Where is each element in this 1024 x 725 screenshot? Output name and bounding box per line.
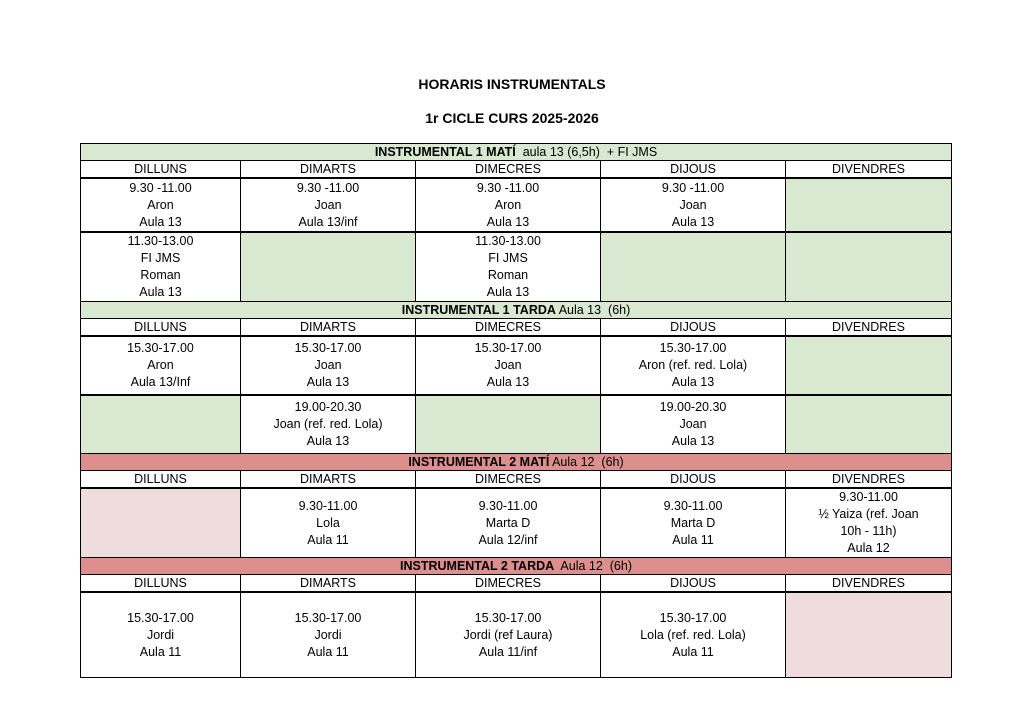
slot-line: 15.30-17.00 (294, 610, 362, 625)
class-slot (416, 488, 601, 558)
empty-slot (81, 395, 241, 454)
class-slot (601, 178, 786, 232)
class-slot (601, 592, 786, 678)
class-slot (241, 488, 416, 558)
slot-line: Aula 12/inf (478, 532, 538, 547)
slot-line: 9.30 -11.00 (661, 180, 725, 195)
slot-line: 9.30 -11.00 (476, 180, 540, 195)
slot-line: Aron (ref. red. Lola) (638, 358, 748, 372)
day-header: DIMARTS (241, 161, 416, 179)
empty-slot (241, 232, 416, 302)
slot-line: Joan (314, 358, 342, 372)
slot-line: Lola (ref. red. Lola) (640, 627, 746, 642)
day-header: DIMARTS (241, 319, 416, 337)
slot-line: Aula 11 (307, 532, 349, 547)
class-slot (81, 336, 241, 395)
slot-line: 11.30-13.00 (475, 234, 541, 248)
section-header-row (81, 454, 952, 471)
class-slot (241, 336, 416, 395)
class-slot (81, 232, 241, 302)
day-header: DIVENDRES (786, 319, 952, 337)
day-header: DIMARTS (241, 471, 416, 489)
slot-line: Jordi (314, 627, 342, 642)
day-header: DIJOUS (601, 471, 786, 489)
empty-slot (786, 592, 952, 678)
table-row (81, 395, 952, 454)
slot-line: Aula 13 (671, 375, 715, 389)
day-header: DILLUNS (81, 319, 241, 337)
slot-line: FI JMS (488, 251, 528, 265)
slot-line: Aula 13/Inf (130, 375, 191, 389)
slot-line: 15.30-17.00 (659, 610, 727, 625)
slot-line: Marta D (485, 515, 531, 530)
class-slot (601, 395, 786, 454)
section-name: INSTRUMENTAL 1 MATÍ (374, 144, 516, 159)
day-header: DIMARTS (241, 575, 416, 593)
class-slot (416, 592, 601, 678)
slot-line: Aula 13 (486, 285, 530, 299)
slot-line: 9.30 -11.00 (129, 180, 192, 195)
day-header: DILLUNS (81, 575, 241, 593)
section-header (81, 454, 952, 471)
slot-line: Aula 13 (306, 434, 350, 448)
class-slot (416, 336, 601, 395)
section-detail: aula 13 (6,5h) + FI JMS (515, 144, 658, 159)
slot-line: 9.30-11.00 (839, 490, 898, 504)
empty-slot (786, 232, 952, 302)
empty-slot (786, 178, 952, 232)
slot-line: 9.30-11.00 (298, 498, 358, 513)
table-row (81, 336, 952, 395)
page-subtitle: 1r CICLE CURS 2025-2026 (425, 110, 599, 126)
day-header: DIVENDRES (786, 161, 952, 179)
slot-line: Aron (147, 358, 174, 372)
table-row (81, 592, 952, 678)
slot-line: 15.30-17.00 (294, 341, 362, 355)
slot-line: Aron (147, 197, 174, 212)
day-header: DIJOUS (601, 161, 786, 179)
slot-line: Aron (494, 197, 522, 212)
section-header-row (81, 144, 952, 161)
schedule-table (80, 143, 952, 678)
day-header: DILLUNS (81, 161, 241, 179)
class-slot (241, 395, 416, 454)
slot-line: Roman (487, 268, 529, 282)
class-slot (241, 592, 416, 678)
section-name: INSTRUMENTAL 2 TARDA (400, 558, 555, 573)
slot-line: 19.00-20.30 (659, 400, 727, 414)
section-header-row (81, 558, 952, 575)
slot-line: Aula 13 (306, 375, 350, 389)
slot-line: 9.30-11.00 (663, 498, 723, 513)
slot-line: Aula 13 (671, 434, 715, 448)
slot-line: 15.30-17.00 (127, 341, 194, 355)
slot-line: Aula 13 (486, 375, 530, 389)
slot-line: Joan (494, 358, 522, 372)
section-detail: Aula 13 (6h) (555, 302, 631, 317)
empty-slot (601, 232, 786, 302)
slot-line: Aula 13 (139, 214, 182, 229)
class-slot (601, 336, 786, 395)
section-name: INSTRUMENTAL 1 TARDA (401, 302, 556, 317)
slot-line: Aula 13 (486, 214, 530, 229)
day-header: DIMECRES (416, 471, 601, 489)
day-header: DIMECRES (416, 161, 601, 179)
slot-line: Aula 11/inf (478, 644, 538, 659)
table-row (81, 178, 952, 232)
slot-line: Joan (ref. red. Lola) (273, 417, 383, 431)
class-slot (416, 178, 601, 232)
day-header: DIVENDRES (786, 471, 952, 489)
section-header (81, 558, 952, 575)
slot-line: Joan (679, 417, 707, 431)
class-slot (786, 488, 952, 558)
slot-line: Joan (314, 197, 342, 212)
slot-line: 11.30-13.00 (127, 234, 194, 248)
slot-line: FI JMS (140, 251, 181, 265)
section-name: INSTRUMENTAL 2 MATÍ (408, 454, 550, 469)
section-detail: Aula 12 (6h) (554, 558, 632, 573)
slot-line: Aula 13 (671, 214, 715, 229)
slot-line: 15.30-17.00 (659, 341, 727, 355)
class-slot (241, 178, 416, 232)
slot-line: 9.30-11.00 (478, 498, 538, 513)
slot-line: 15.30-17.00 (474, 341, 542, 355)
day-header: DIJOUS (601, 319, 786, 337)
day-header: DIMECRES (416, 575, 601, 593)
day-header: DILLUNS (81, 471, 241, 489)
slot-line: Aula 12 (847, 541, 890, 555)
slot-line: 10h - 11h) (840, 524, 897, 538)
section-detail: Aula 12 (6h) (549, 454, 624, 469)
slot-line: Aula 11 (139, 644, 182, 659)
slot-line: Joan (679, 197, 707, 212)
section-header (81, 144, 952, 161)
slot-line: Aula 13/inf (298, 214, 358, 229)
slot-line: 9.30 -11.00 (296, 180, 360, 195)
class-slot (416, 232, 601, 302)
slot-line: Jordi (146, 627, 175, 642)
table-row (81, 232, 952, 302)
day-header: DIVENDRES (786, 575, 952, 593)
empty-slot (786, 395, 952, 454)
class-slot (81, 178, 241, 232)
empty-slot (416, 395, 601, 454)
section-header (81, 302, 952, 319)
slot-line: Aula 13 (139, 285, 182, 299)
slot-line: 15.30-17.00 (127, 610, 194, 625)
empty-slot (786, 336, 952, 395)
day-header: DIJOUS (601, 575, 786, 593)
page-title: HORARIS INSTRUMENTALS (418, 76, 606, 92)
slot-line: Marta D (670, 515, 716, 530)
table-row (81, 488, 952, 558)
class-slot (81, 592, 241, 678)
empty-slot (81, 488, 241, 558)
slot-line: Aula 11 (307, 644, 349, 659)
slot-line: Roman (140, 268, 181, 282)
slot-line: Aula 11 (672, 644, 714, 659)
slot-line: 19.00-20.30 (294, 400, 362, 414)
slot-line: 15.30-17.00 (474, 610, 542, 625)
slot-line: ½ Yaiza (ref. Joan (818, 507, 919, 521)
day-header: DIMECRES (416, 319, 601, 337)
slot-line: Jordi (ref Laura) (463, 627, 553, 642)
class-slot (601, 488, 786, 558)
slot-line: Aula 11 (672, 532, 714, 547)
slot-line: Lola (316, 515, 340, 530)
section-header-row (81, 302, 952, 319)
